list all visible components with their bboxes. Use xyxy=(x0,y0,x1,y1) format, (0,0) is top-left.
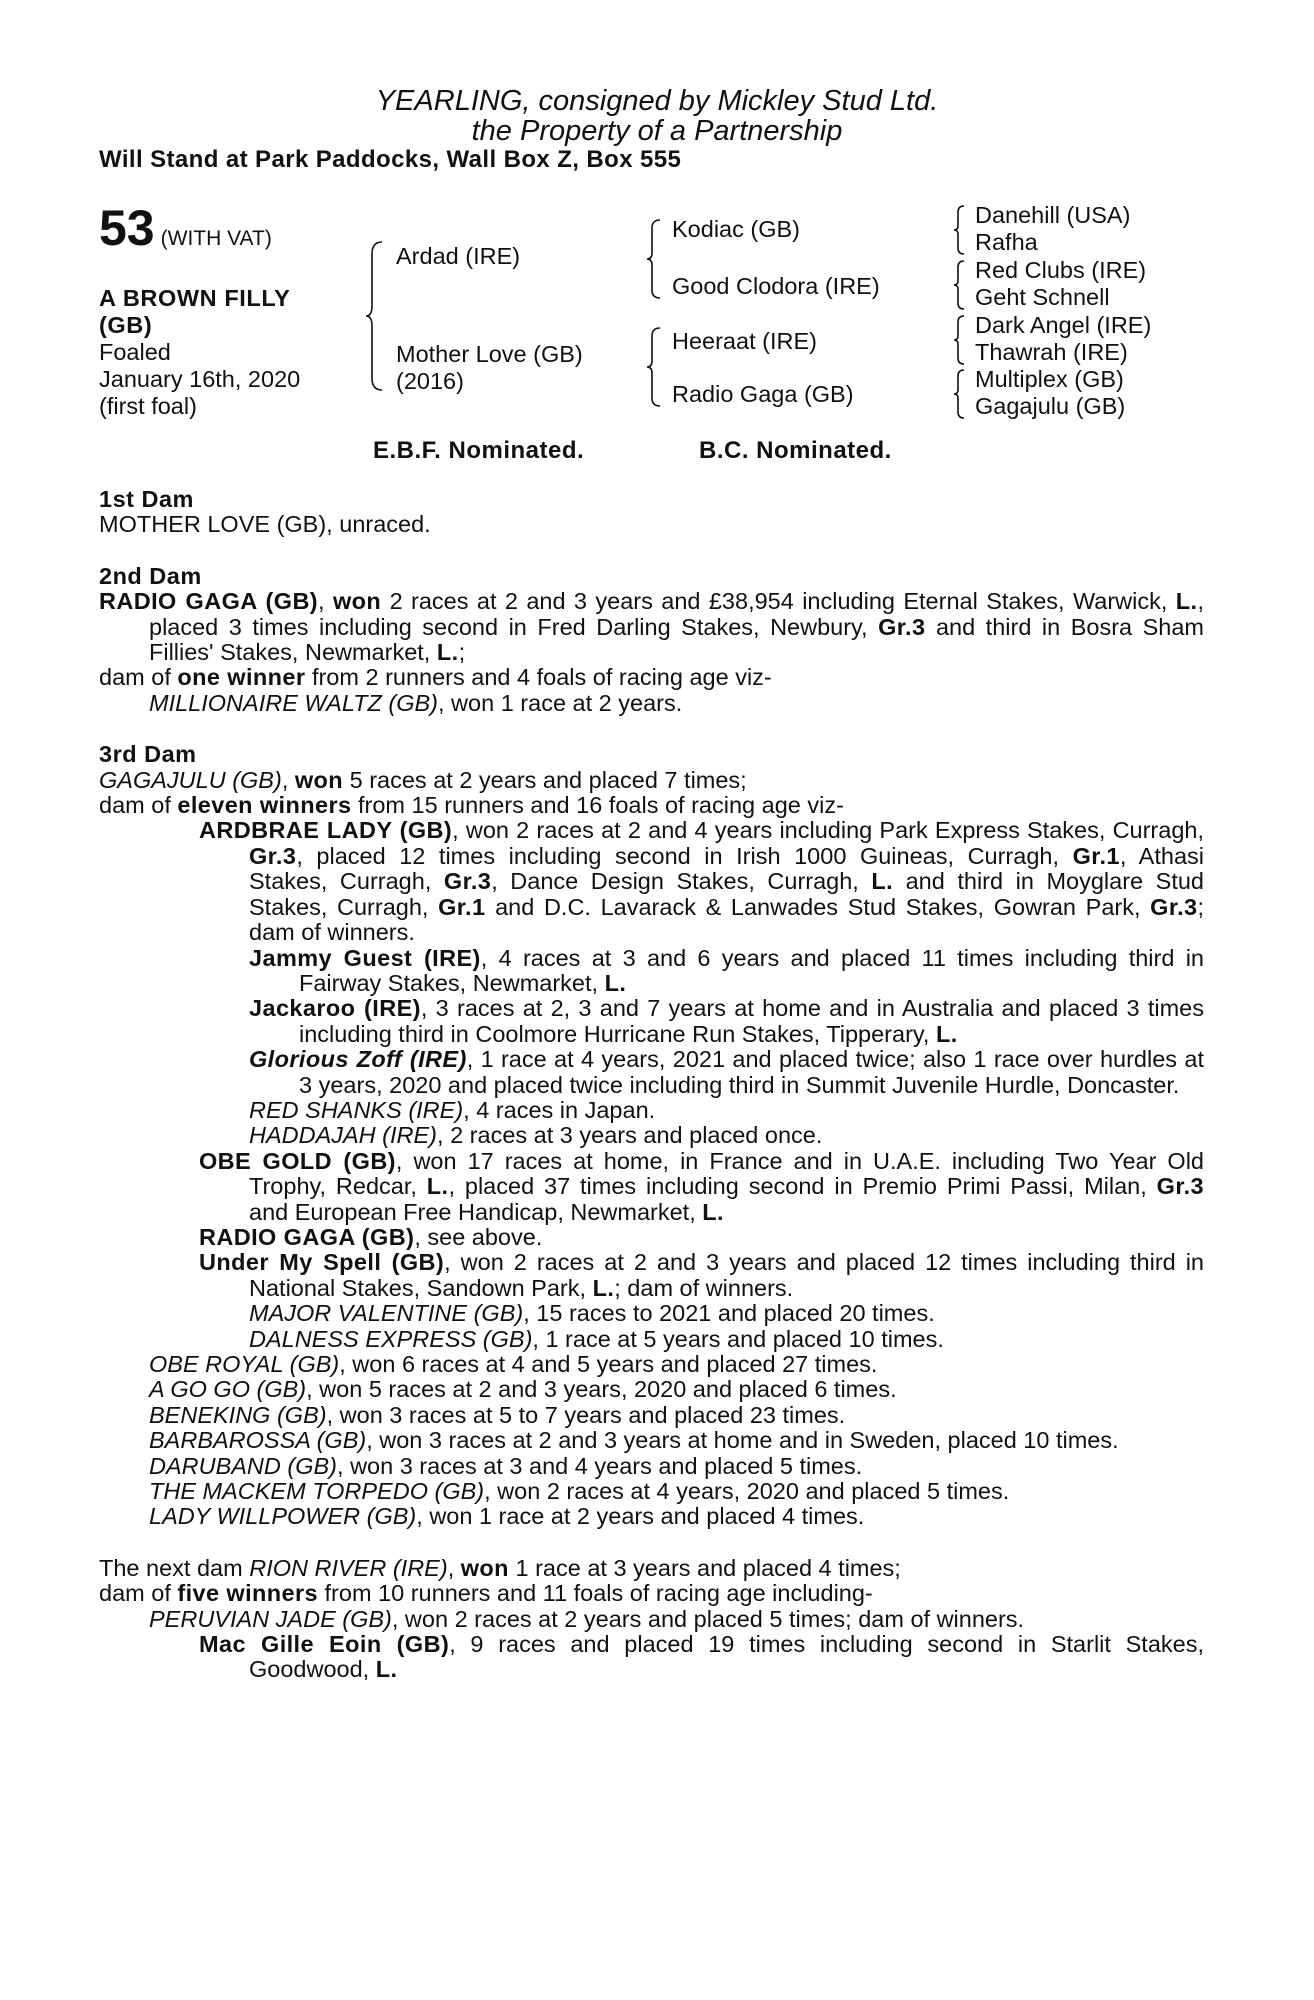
produce-entry xyxy=(99,818,1204,945)
produce-entry xyxy=(99,1428,1204,1453)
record-text: 2 races at 2 and 3 years and £38,954 including Eternal Stakes, Warwick, xyxy=(381,588,1176,615)
group-label: Gr.1 xyxy=(1072,842,1120,869)
pedigree-ggd2: Geht Schnell xyxy=(975,284,1110,310)
produce-entry xyxy=(99,1149,1204,1225)
record-text: , won 2 races at 4 years, 2020 and placed 5 times. xyxy=(484,1478,1010,1505)
listed-label: L. xyxy=(1175,588,1198,615)
lot-block xyxy=(99,200,272,256)
listed-label: L. xyxy=(436,639,459,666)
pedigree-sire: Ardad (IRE) xyxy=(396,243,521,269)
foal-note: (first foal) xyxy=(99,393,197,419)
record-text: , won 5 races at 2 and 3 years, 2020 and placed 6 times. xyxy=(306,1376,897,1403)
record-text: ; dam of winners. xyxy=(614,1274,794,1301)
produce-entry xyxy=(99,1454,1204,1479)
produce-entry xyxy=(99,1250,1204,1301)
pedigree-brace-ggp4 xyxy=(952,368,966,420)
record-text: , 1 race at 4 years, 2021 and placed twice; also 1 race over hurdles at 3 years, 2020 and placed twice including third in Summit Juvenile Hurdle, Doncaster. xyxy=(299,1046,1204,1098)
produce-name: HADDAJAH (IRE) xyxy=(249,1122,438,1149)
vat-note: (WITH VAT) xyxy=(160,227,272,250)
dam-name: RION RIVER (IRE) xyxy=(249,1554,448,1581)
third-dam-produce xyxy=(99,793,1204,818)
horse-description xyxy=(99,285,300,420)
produce-name: Jackaroo (IRE) xyxy=(249,995,421,1022)
produce-entry xyxy=(99,1607,1204,1632)
pedigree-ggs4: Multiplex (GB) xyxy=(975,366,1124,392)
pedigree-ggs3: Dark Angel (IRE) xyxy=(975,312,1152,338)
second-dam-produce xyxy=(99,665,1204,690)
produce-entry xyxy=(99,1504,1204,1529)
listed-label: L. xyxy=(592,1274,615,1301)
pedigree-sire-sire: Kodiac (GB) xyxy=(672,216,800,242)
produce-name: Mac Gille Eoin (GB) xyxy=(199,1631,450,1658)
produce-name: LADY WILLPOWER (GB) xyxy=(149,1503,417,1530)
horse-country: (GB) xyxy=(99,312,153,338)
record-text: , placed 37 times including second in Premio Primi Passi, Milan, xyxy=(448,1173,1157,1200)
pedigree-ggd4: Gagajulu (GB) xyxy=(975,393,1126,419)
pedigree-dam-sire: Heeraat (IRE) xyxy=(672,328,817,354)
produce-name: RED SHANKS (IRE) xyxy=(249,1096,464,1123)
listed-label: L. xyxy=(935,1020,958,1047)
winners-count: five winners xyxy=(177,1580,318,1607)
listed-label: L. xyxy=(426,1173,449,1200)
won-label: won xyxy=(294,766,344,793)
produce-name: OBE ROYAL (GB) xyxy=(149,1351,340,1377)
produce-entry xyxy=(99,691,1204,716)
record-text: , 1 race at 5 years and placed 10 times. xyxy=(532,1325,944,1352)
produce-name: BENEKING (GB) xyxy=(149,1401,327,1428)
produce-entry xyxy=(99,1225,1204,1250)
record-text: , 3 races at 2, 3 and 7 years at home and in Australia and placed 3 times including third in Coolmore Hurricane Run Stakes, Tipperary, xyxy=(299,995,1204,1047)
record-text: , won 3 races at 3 and 4 years and placed 5 times. xyxy=(337,1452,863,1479)
record-text: , 4 races in Japan. xyxy=(463,1096,656,1123)
pedigree-sire-dam: Good Clodora (IRE) xyxy=(672,273,880,299)
produce-entry xyxy=(99,996,1204,1047)
record-text: dam of xyxy=(99,1580,178,1607)
record-text: and third in Moyglare Stud Stakes, Curragh, xyxy=(249,868,1204,920)
produce-name: A GO GO (GB) xyxy=(149,1376,307,1403)
pedigree-dam: Mother Love (GB) xyxy=(396,341,583,367)
produce-name: DARUBAND (GB) xyxy=(149,1452,338,1479)
listed-label: L. xyxy=(604,969,627,996)
listed-label: L. xyxy=(375,1656,398,1683)
record-text: from 2 runners and 4 foals of racing age viz- xyxy=(305,664,772,691)
record-text: , won 1 race at 2 years and placed 4 times. xyxy=(416,1503,865,1530)
group-label: Gr.3 xyxy=(443,868,492,895)
pedigree-brace-ggp2 xyxy=(952,259,966,311)
pedigree-ggs2: Red Clubs (IRE) xyxy=(975,257,1147,283)
produce-name: MILLIONAIRE WALTZ (GB) xyxy=(149,689,438,716)
second-dam-heading: 2nd Dam xyxy=(99,562,202,589)
record-text: dam of xyxy=(99,664,178,691)
won-label: won xyxy=(332,588,382,615)
first-dam-heading: 1st Dam xyxy=(99,486,194,512)
record-text: , see above. xyxy=(414,1223,543,1250)
record-text: , won 2 races at 2 and 3 years and placed 12 times including third in National Stakes, Sandown Park, xyxy=(249,1249,1204,1301)
pedigree-ggs1: Danehill (USA) xyxy=(975,202,1131,228)
record-text: dam of xyxy=(99,792,178,819)
foaled-label: Foaled xyxy=(99,339,171,365)
lot-number: 53 xyxy=(99,200,155,256)
group-label: Gr.3 xyxy=(1150,893,1198,920)
next-dam-produce xyxy=(99,1581,1204,1606)
record-text: The next dam xyxy=(99,1554,250,1581)
separator: , xyxy=(281,766,295,793)
record-text: , 9 races and placed 19 times including second in Starlit Stakes, Goodwood, xyxy=(249,1631,1204,1683)
produce-entry xyxy=(99,946,1204,997)
produce-name: DALNESS EXPRESS (GB) xyxy=(249,1325,533,1352)
separator: , xyxy=(318,588,333,615)
record-text: , placed 12 times including second in Irish 1000 Guineas, Curragh, xyxy=(296,842,1073,869)
separator: , xyxy=(447,1554,461,1581)
next-dam-record xyxy=(99,1556,1204,1581)
produce-name: THE MACKEM TORPEDO (GB) xyxy=(149,1478,485,1505)
bc-nomination: B.C. Nominated. xyxy=(699,437,892,464)
produce-name: Jammy Guest (IRE) xyxy=(249,944,481,971)
pedigree-ggd1: Rafha xyxy=(975,229,1038,255)
record-text: 5 races at 2 years and placed 7 times; xyxy=(343,766,747,793)
produce-entry xyxy=(99,1327,1204,1352)
pedigree-brace-ggp3 xyxy=(952,314,966,366)
dam-name: RADIO GAGA (GB) xyxy=(99,588,319,615)
record-text: , Dance Design Stakes, Curragh, xyxy=(491,868,872,895)
produce-name: Under My Spell (GB) xyxy=(199,1249,445,1276)
third-dam-heading: 3rd Dam xyxy=(99,741,197,768)
record-text: , won 6 races at 4 and 5 years and placed 27 times. xyxy=(339,1351,878,1377)
produce-entry xyxy=(99,1047,1204,1098)
foaled-date: January 16th, 2020 xyxy=(99,366,301,392)
pedigree-brace-ggp1 xyxy=(952,204,966,256)
produce-entry xyxy=(99,1632,1204,1683)
pedigree-brace-sire-dam xyxy=(364,240,386,392)
listed-label: L. xyxy=(871,868,894,895)
ebf-nomination: E.B.F. Nominated. xyxy=(373,437,585,464)
group-label: Gr.3 xyxy=(1156,1173,1204,1200)
stand-location: Will Stand at Park Paddocks, Wall Box Z, Box 555 xyxy=(99,146,682,173)
record-text: , won 1 race at 2 years. xyxy=(438,689,683,716)
record-text: , 15 races to 2021 and placed 20 times. xyxy=(523,1300,935,1327)
consignor-line: YEARLING, consigned by Mickley Stud Ltd. xyxy=(375,85,939,117)
spacer xyxy=(99,1530,1204,1556)
pedigree-ggd3: Thawrah (IRE) xyxy=(975,339,1128,365)
second-dam-record xyxy=(99,589,1204,665)
produce-name: PERUVIAN JADE (GB) xyxy=(149,1605,392,1632)
pedigree-brace-sire-parents xyxy=(645,218,663,300)
family-history xyxy=(99,487,1204,1683)
record-text: and European Free Handicap, Newmarket, xyxy=(249,1198,703,1225)
record-text: , won 2 races at 2 and 4 years including Park Express Stakes, Curragh, xyxy=(452,817,1205,844)
pedigree-brace-dam-parents xyxy=(645,326,663,408)
first-dam-text: MOTHER LOVE (GB), unraced. xyxy=(99,511,431,538)
produce-entry xyxy=(99,1377,1204,1402)
record-text: , won 3 races at 2 and 3 years at home and in Sweden, placed 10 times. xyxy=(366,1427,1119,1454)
winners-count: one winner xyxy=(177,664,306,691)
produce-name: MAJOR VALENTINE (GB) xyxy=(249,1300,524,1327)
dam-name: GAGAJULU (GB) xyxy=(99,766,282,793)
produce-entry xyxy=(99,1403,1204,1428)
won-label: won xyxy=(460,1554,509,1581)
produce-entry xyxy=(99,1123,1204,1148)
record-text: , placed 3 times including second in Fred Darling Stakes, Newbury, xyxy=(149,588,1204,640)
produce-name: BARBAROSSA (GB) xyxy=(149,1427,367,1454)
property-line: the Property of a Partnership xyxy=(471,115,843,147)
pedigree-dam-year: (2016) xyxy=(396,368,464,394)
group-label: Gr.3 xyxy=(249,842,297,869)
record-text: , won 2 races at 2 years and placed 5 times; dam of winners. xyxy=(391,1605,1025,1632)
group-label: Gr.3 xyxy=(878,613,926,640)
produce-name: Glorious Zoff (IRE) xyxy=(249,1046,467,1073)
third-dam-record xyxy=(99,768,1204,793)
punctuation: ; xyxy=(458,639,466,666)
produce-name: RADIO GAGA (GB) xyxy=(199,1223,415,1250)
produce-entry xyxy=(99,1301,1204,1326)
record-text: ; dam of winners. xyxy=(249,893,1205,946)
record-text: , won 3 races at 5 to 7 years and placed 23 times. xyxy=(326,1401,846,1428)
record-text: from 10 runners and 11 foals of racing age including- xyxy=(318,1580,873,1607)
record-text: , won 17 races at home, in France and in U.A.E. including Two Year Old Trophy, Redcar, xyxy=(249,1147,1204,1200)
record-text: and third in Bosra Sham Fillies' Stakes, Newmarket, xyxy=(149,613,1205,666)
pedigree-dam-dam: Radio Gaga (GB) xyxy=(672,381,854,407)
produce-entry xyxy=(99,1352,1204,1377)
produce-entry xyxy=(99,1479,1204,1504)
produce-name: OBE GOLD (GB) xyxy=(199,1147,396,1174)
record-text: and D.C. Lavarack & Lanwades Stud Stakes, Gowran Park, xyxy=(485,893,1151,920)
produce-name: ARDBRAE LADY (GB) xyxy=(199,817,453,844)
winners-count: eleven winners xyxy=(177,792,352,819)
record-text: 1 race at 3 years and placed 4 times; xyxy=(508,1554,901,1581)
horse-sex: A BROWN FILLY xyxy=(99,285,291,311)
record-text: from 15 runners and 16 foals of racing age viz- xyxy=(351,792,844,819)
record-text: , 4 races at 3 and 6 years and placed 11 times including third in Fairway Stakes, Newmarket, xyxy=(299,944,1204,996)
listed-label: L. xyxy=(702,1198,724,1225)
group-label: Gr.1 xyxy=(438,893,486,920)
record-text: , 2 races at 3 years and placed once. xyxy=(437,1122,823,1149)
produce-entry xyxy=(99,1098,1204,1123)
record-text: , Athasi Stakes, Curragh, xyxy=(249,842,1204,895)
